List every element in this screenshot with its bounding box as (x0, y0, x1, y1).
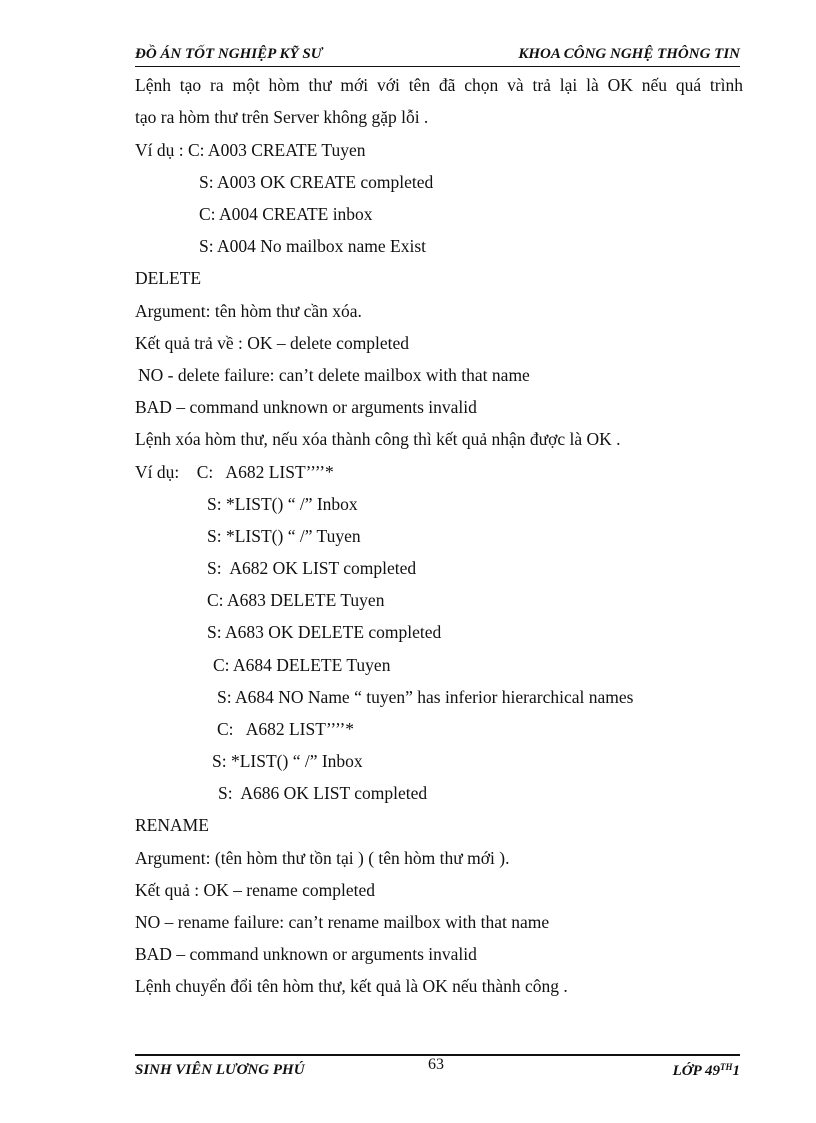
text-line: S: A682 OK LIST completed (207, 558, 417, 578)
footer-class-superscript: TH (720, 1062, 733, 1072)
text-line: BAD – command unknown or arguments invalid (135, 944, 477, 964)
text-line: NO – rename failure: can’t rename mailbox with that name (135, 912, 550, 932)
text-line: Argument: tên hòm thư cần xóa. (135, 301, 362, 321)
section-heading: RENAME (135, 815, 209, 835)
text-line: Lệnh xóa hòm thư, nếu xóa thành công thì kết quả nhận được là OK . (135, 429, 621, 449)
text-line: tạo ra hòm thư trên Server không gặp lỗi . (135, 107, 429, 127)
text-line: S: A003 OK CREATE completed (199, 172, 434, 192)
text-line: S: *LIST() “ /” Inbox (207, 494, 358, 514)
header-left-text: ĐỒ ÁN TỐT NGHIỆP KỸ SƯ (135, 46, 323, 62)
text-line: S: A684 NO Name “ tuyen” has inferior hierarchical names (217, 687, 634, 707)
page-footer (135, 1054, 740, 1086)
text-line: C: A682 LIST’’’’* (217, 719, 355, 739)
text-line: S: *LIST() “ /” Inbox (212, 751, 363, 771)
text-line: S: A004 No mailbox name Exist (199, 236, 427, 256)
text-line: Lệnh tạo ra một hòm thư mới với tên đã chọn và trả lại là OK nếu quá trình (135, 75, 743, 95)
text-line: C: A684 DELETE Tuyen (213, 655, 391, 675)
text-line: S: *LIST() “ /” Tuyen (207, 526, 361, 546)
text-line: Ví dụ : C: A003 CREATE Tuyen (135, 140, 366, 160)
text-line: BAD – command unknown or arguments invalid (135, 397, 477, 417)
text-line: S: A686 OK LIST completed (218, 783, 428, 803)
text-line: S: A683 OK DELETE completed (207, 622, 442, 642)
footer-right-text (673, 1062, 740, 1080)
page-header (135, 44, 740, 67)
footer-class-label: LỚP 49 (672, 1063, 720, 1079)
text-line: C: A004 CREATE inbox (199, 204, 373, 224)
text-line: Kết quả : OK – rename completed (135, 880, 376, 900)
text-line: Kết quả trả về : OK – delete completed (135, 333, 410, 353)
footer-class-suffix: 1 (732, 1063, 740, 1079)
text-line: Argument: (tên hòm thư tồn tại ) ( tên hòm thư mới ). (135, 848, 510, 868)
footer-left-text: SINH VIÊN LƯƠNG PHÚ (135, 1062, 305, 1078)
text-line: Ví dụ: C: A682 LIST’’’’* (135, 462, 334, 482)
text-line: C: A683 DELETE Tuyen (207, 590, 385, 610)
text-line: NO - delete failure: can’t delete mailbox with that name (138, 365, 530, 385)
section-heading: DELETE (135, 268, 202, 288)
page-number: 63 (428, 1056, 444, 1073)
text-line: Lệnh chuyển đổi tên hòm thư, kết quả là OK nếu thành công . (135, 976, 568, 996)
header-right-text: KHOA CÔNG NGHỆ THÔNG TIN (518, 46, 740, 62)
